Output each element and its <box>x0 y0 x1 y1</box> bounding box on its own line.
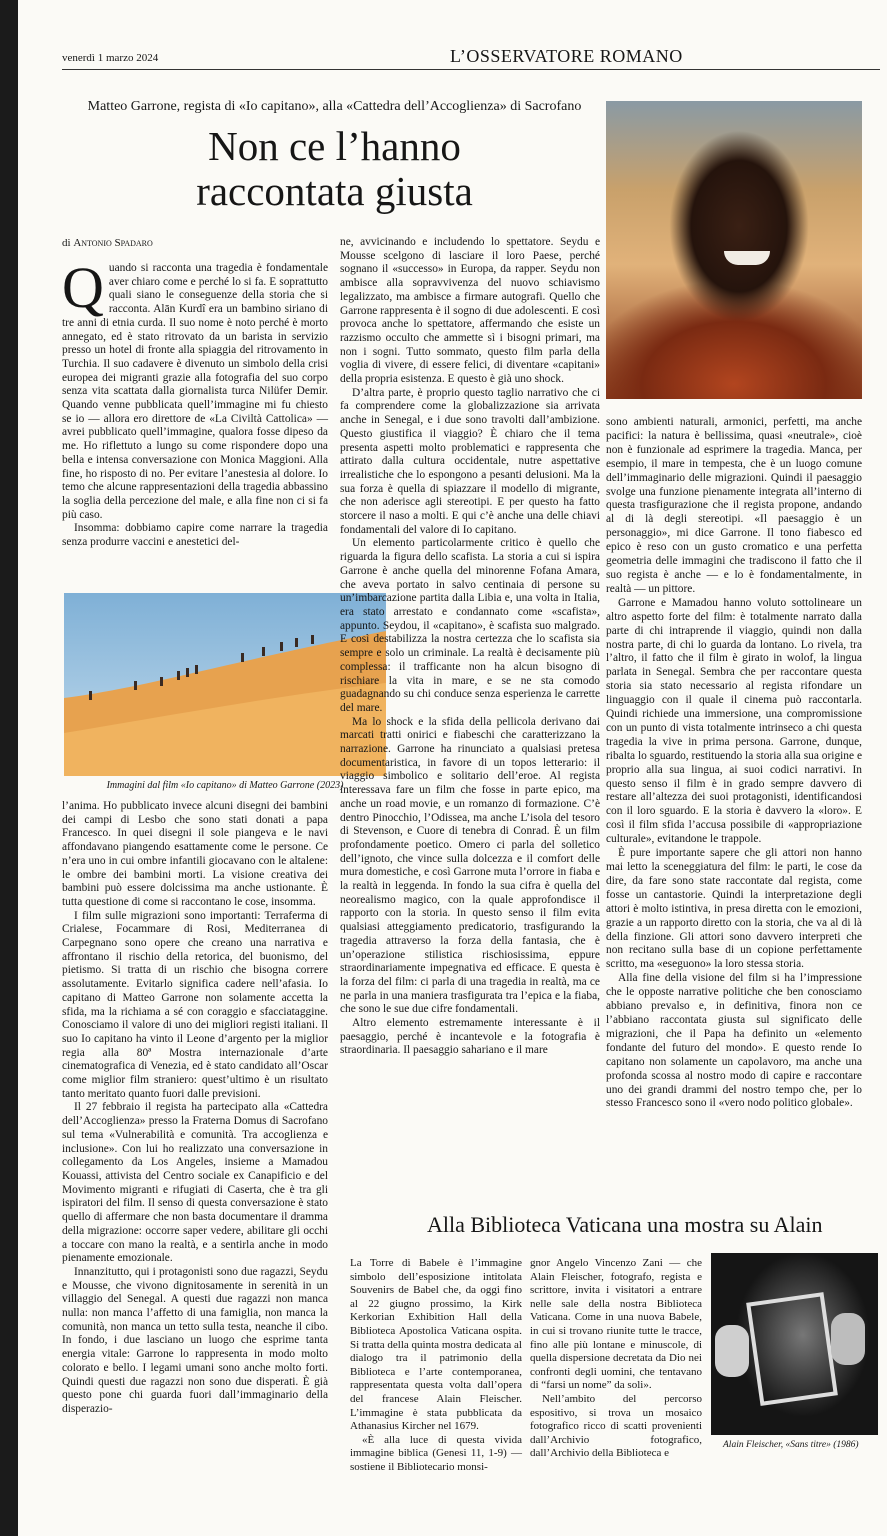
article-column-1-bottom <box>62 800 328 1417</box>
article-column-1-top <box>62 255 328 550</box>
photo-detail <box>715 1325 749 1377</box>
paragraph: Ma lo shock e la sfida della pellicola derivano dai marcati tratti onirici e fiabeschi che caratterizzano la narrazione. Garrone ha rinunciato a qualsiasi pretesa documentaristica, in favore di un topos letterario: il viaggio simbolico e solitario dell’eroe. Al regista interessava fare un film che fosse in parte epico, ma anche un road movie, e un romanzo di formazione. C’è dentro Pinocchio, l’Odissea, ma anche L’isola del tesoro di Stevenson, e Cuore di tenebra di Conrad. È un film profondamente poetico. Omero ci parla del solletico dell’ignoto, che vince sulla dolcezza e il comfort delle mura domestiche, e così Garrone muta l’orrore in fiaba e la realtà in leggenda. In fondo la sua cifra è quella del neorealismo magico, con la quale approfondisce il rapporto con la storia. In questo senso il film evita qualsiasi atteggiamento predicatorio, trasfigurando la tragedia attraverso la forza della fantasia, che è un’operazione stilistica rischiosissima, eppure straordinariamente impegnativa ed efficace. E questa è la forza del film: ci parla di una tragedia in realtà, ma ce ne parla in una maniera trasfigurata tra l’epica e la fiaba, che sono le sue due cifre fondamentali. <box>340 715 600 1016</box>
photo-caption: Immagini dal film «Io capitano» di Matteo Garrone (2023) <box>106 780 344 791</box>
paragraph: Insomma: dobbiamo capire come narrare la tragedia senza produrre vaccini e anestetici del- <box>62 522 328 549</box>
paragraph: «È alla luce di questa vivida immagine biblica (Genesi 11, 1-9) — sostiene il Bibliotecario monsi- <box>350 1433 522 1473</box>
second-article-column-2 <box>530 1257 702 1461</box>
paragraph: Altro elemento estremamente interessante è il paesaggio, perché è incantevole e la fotografia è straordinaria. Il paesaggio sahariano e il mare <box>340 1017 600 1057</box>
byline-author: Antonio Spadaro <box>73 237 153 249</box>
second-article-column-1 <box>350 1257 522 1475</box>
paragraph: sono ambienti naturali, armonici, perfetti, ma anche pacifici: la natura è bellissima, quasi «neutrale», cioè non è funzionale ad esprimere la tragedia. Manca, per esempio, il mare in tempesta, che è un luogo comune dell’immaginario delle migrazioni. Quindi il paesaggio svolge una funzione pienamente integrata all’interno di questa trasfigurazione che il regista propone, andando al di là degli stereotipi. «Il paesaggio è un personaggio», mi dice Garrone. Il tono fiabesco ed epico è reso con un gusto cromatico e una perfetta geometria delle immagini che tradiscono il fatto che il suo regista è anche — e lo è fondamentalmente, in realtà — un pittore. <box>606 416 862 595</box>
paragraph: Il 27 febbraio il regista ha partecipato alla «Cattedra dell’Accoglienza» presso la Fraterna Domus di Sacrofano sul tema «Vulnerabilità e comunità. Tra accoglienza e inclusione». Con lui ho realizzato una conversazione in collegamento da Los Angeles, insieme a Mamadou Kouassi, attivista del Centro sociale ex Canapificio e del Movimento migranti e rifugiati di Caserta, che è tra gli ispiratori del film. Il senso di questa conversazione è stato quello di affermare che non basta documentare il dramma della migrazione: occorre saper vedere, abilitare gli occhi a toccare con mano la realtà, e a sentirla anche in modo pienamente emozionale. <box>62 1101 328 1265</box>
paragraph: È pure importante sapere che gli attori non hanno mai letto la sceneggiatura del film: le parti, le cose da dire, da fare sono state raccontate dal regista, come fosse un cantastorie. Quindi la interpretazione degli attori è molto istintiva, in presa diretta con le emozioni, grazie a un rapporto diretto con la storia, che va al di là della finzione. Gli attori sono davvero interpreti che non recitano sulla base di un copione perfettamente scritto, ma «eseguono» la loro stessa storia. <box>606 847 862 971</box>
paragraph: ne, avvicinando e includendo lo spettatore. Seydu e Mousse scelgono di lasciare il loro Paese, perché sognano il «successo» in Europa, da rapper. Seydu non ambisce alla sopravvivenza del nuovo schiavismo legalizzato, ma ambisce a firmare autografi. Quello che Garrone rappresenta è il sogno di due adolescenti. E così provoca anche lo spettatore, affermando che esiste un razzismo occulto che ammette sì i bisogni primari, ma non i sogni. Tutto sommato, questo film parla della voglia di vivere, di essere felici, di diventare «capitani» della propria esistenza. E questo è già uno shock. <box>340 236 600 386</box>
paragraph: Alla fine della visione del film si ha l’impressione che le opposte narrative politiche che ben conosciamo abbiano prevalso e, in definitiva, finora non ce l’abbiano raccontata giusta sul significato delle migrazioni, che il Papa ha definito un «elemento fondante del futuro del mondo». E questo rende Io capitano non solamente un capolavoro, ma anche una profonda scossa al nostro modo di capire e raccontare uno dei grandi drammi del nostro tempo che, per lo stesso Francesco sono il «vero nodo politico globale». <box>606 972 862 1110</box>
article-column-3 <box>606 416 862 1111</box>
paragraph: D’altra parte, è proprio questo taglio narrativo che ci fa comprendere come la globalizzazione sia arrivata anche in Senegal, e i due sono travolti dall’ambizione. Questo giustifica il viaggio? È chiaro che il tema presenta aspetti molto problematici e rappresenta che attirato dalla cultura occidentale, nutre aspettative irrealistiche che lo espongono a pesanti delusioni. Ma la sua forza è quella di spiazzare il modello di migrante, che non aderisce agli stereotipi. E per questo ha fatto storcere il naso a molti. E qui c’è anche una delle chiavi fondamentali del valore di Io capitano. <box>340 386 600 536</box>
photo-detail <box>724 251 770 265</box>
paragraph: l’anima. Ho pubblicato invece alcuni disegni dei bambini dei campi di Lesbo che sono stati donati a papa Francesco. In quei disegni il sole piangeva e le navi affondavano piangendo esattamente come le persone. Ce n’era uno in cui ombre infantili giocavano con le altalene: le ombre dei bambini morti. La visione creativa dei bambini può essere dolcissima ma anche ustionante. È tutta questione di come si raccontano le cose, insomma. <box>62 800 328 908</box>
film-still-photo <box>606 101 862 399</box>
headline-line-1: Non ce l’hanno <box>208 123 461 169</box>
issue-date: venerdì 1 marzo 2024 <box>62 52 159 64</box>
newspaper-masthead: L’OSSERVATORE ROMANO <box>450 46 683 66</box>
article-column-2 <box>340 236 600 1058</box>
article-kicker: Matteo Garrone, regista di «Io capitano», alla «Cattedra dell’Accoglienza» di Sacrofano <box>87 99 582 114</box>
paragraph: Nell’ambito del percorso espositivo, si trova un mosaico fotografico ricco di scatti provenienti dall’Archivio fotografico, dall’Archivio della Biblioteca e <box>530 1392 702 1460</box>
byline-prefix: di <box>62 237 71 249</box>
article-headline <box>62 124 607 214</box>
dunes-illustration <box>64 593 386 776</box>
paragraph: Innanzitutto, qui i protagonisti sono due ragazzi, Seydu e Mousse, che vivono dignitosamente in serenità in un villaggio del Senegal. A questi due ragazzi non manca nulla: non manca l’affetto di una famiglia, non manca la comunità, non manca un tetto sulla testa, neanche il cibo. In fondo, i due lasciano un luogo che esprime tanta energia vitale: Garrone lo rappresenta in modo molto colorato e bello. I legami umani sono anche molto forti. Quindi questi due ragazzi non sono due disperati. È già questo pone chi guarda fuori dall’immaginario della disperazio- <box>62 1265 328 1415</box>
paragraph: La Torre di Babele è l’immagine simbolo dell’esposizione intitolata Souvenirs de Babel che, da oggi fino al 22 giugno prossimo, la Kirk Kerkorian Exhibition Hall della Biblioteca Apostolica Vaticana ospita. Si tratta della quinta mostra dedicata al dialogo tra il patrimonio della Biblioteca e l’arte contemporanea, rappresentata questa volta dall’opera del francese Alain Fleischer. L’immagine è stata pubblicata da Athanasius Kircher nel 1679. <box>350 1257 522 1433</box>
desert-dunes-photo <box>64 593 386 776</box>
newspaper-page <box>18 0 887 1536</box>
byline <box>62 237 153 249</box>
second-article-title: Alla Biblioteca Vaticana una mostra su Alain <box>427 1212 823 1237</box>
photo-detail <box>831 1313 865 1365</box>
paragraph: Garrone e Mamadou hanno voluto sottolineare un altro aspetto forte del film: è totalmente narrato dalla parte di chi intraprende il viaggio, quindi non dalla nostra parte, di chi lo guarda da lontano. Lo rivela, tra l’altro, il fatto che il film è girato in wolof, la lingua parlata in Senegal. Sembra che per raccontare questa storia sia stato necessario al regista rifondare un linguaggio con il quale il cinema può raccontarla. Quindi richiede una immersione, una compromissione con un punto di vista totalmente intrinseco a chi questa tragedia la vive in prima persona. Garrone, dunque, ribalta lo sguardo, restituendo la storia alla sua origine e proprio alla sua lingua, ai suoi codici narrativi. In questo senso il film è in grado sempre davvero di restare all’altezza dei suoi protagonisti, identificandosi con il loro sguardo. E la storia è davvero la «loro». E così il film sfida l’accusa possibile di «appropriazione culturale», evitandone le trappole. <box>606 596 862 846</box>
photo-detail <box>746 1292 838 1406</box>
alain-fleischer-photo <box>711 1253 878 1435</box>
headline-line-2: raccontata giusta <box>196 168 473 214</box>
photo-caption: Alain Fleischer, «Sans titre» (1986) <box>723 1440 859 1450</box>
paragraph: gnor Angelo Vincenzo Zani — che Alain Fleischer, fotografo, regista e scrittore, invita i visitatori a entrare nelle sale della nostra Biblioteca Vaticana. Come in una nuova Babele, in cui si trovano riunite tutte le tracce, fino alle più lontane e minuscole, di quella dispersione decretata da Dio nei confronti degli uomini, che tentavano di “farsi un nome” da soli». <box>530 1257 702 1392</box>
paragraph: uando si racconta una tragedia è fondamentale aver chiaro come e perché lo si fa. E soprattutto quali siano le conseguenze della storia che si racconta. Alān Kurdî era un bambino siriano di tre anni di etnia curda. Il suo nome è noto perché è morto annegato, ed è stato ritrovato da un barista in servizio presso un hotel di fronte alla spiaggia del ritrovamento in Turchia. Il suo cadavere è divenuto un simbolo della crisi europea dei migranti grazie alla fotografia del suo corpo senza vita scattata dalla giornalista turca Nilüfer Demir. Quando venne pubblicata quell’immagine mi fu chiesto se io — allora ero direttore de «La Civiltà Cattolica» — avrei pubblicato quell’immagine, qualora fosse dipeso da me. Ho riflettuto a lungo su come rispondere dopo una bella e intensa conversazione con Monica Maggioni. Alla fine, ho risposto di no. Per evitare l’anestesia al dolore. Io temo che alcune rappresentazioni della tragedia abbassino la soglia della percezione del male, e alla fine non ci si fa più caso. <box>62 262 328 521</box>
paragraph: I film sulle migrazioni sono importanti: Terraferma di Crialese, Focammare di Rosi, Mediterranea di Carpegnano sono opere che creano una narrativa e affrontano il rischio della retorica, del buonismo, del pietismo. Si tratta di un rischio che bisogna correre assolutamente. Evitarlo significa cadere nell’afasia. Io capitano di Matteo Garrone non solamente accetta la sfida, ma la richiama a sé con coraggio e sfacciataggine. Conosciamo il valore di uno dei migliori registi italiani. Il suo Io capitano ha vinto il Leone d’argento per la miglior regia alla 80ª Mostra internazionale d’arte cinematografica di Venezia, ed è stato candidato all’Oscar come miglior film straniero: quest’ultimo è un risultato tanto meritato quanto fuori dalle previsioni. <box>62 909 328 1100</box>
paragraph: Un elemento particolarmente critico è quello che riguarda la figura dello scafista. La storia a cui si ispira Garrone è anche quella del minorenne Fofana Amara, che aveva portato in salvo centinaia di persone su un’imbarcazione partita dalla Libia e, una volta in Italia, era stato arrestato e condannato come «scafista», appunto. Seydou, il «capitano», è scafista suo malgrado. E così destabilizza la nostra certezza che lo scafista sia sempre e solo un criminale. La realtà è decisamente più complessa: il trafficante non ha alcun bisogno di rischiare la vita in mare, e se ne sta comodo guadagnando su chi conduce senza esperienza le carrette del mare. <box>340 537 600 714</box>
drop-cap: Q <box>62 255 104 320</box>
header-rule <box>62 69 880 70</box>
